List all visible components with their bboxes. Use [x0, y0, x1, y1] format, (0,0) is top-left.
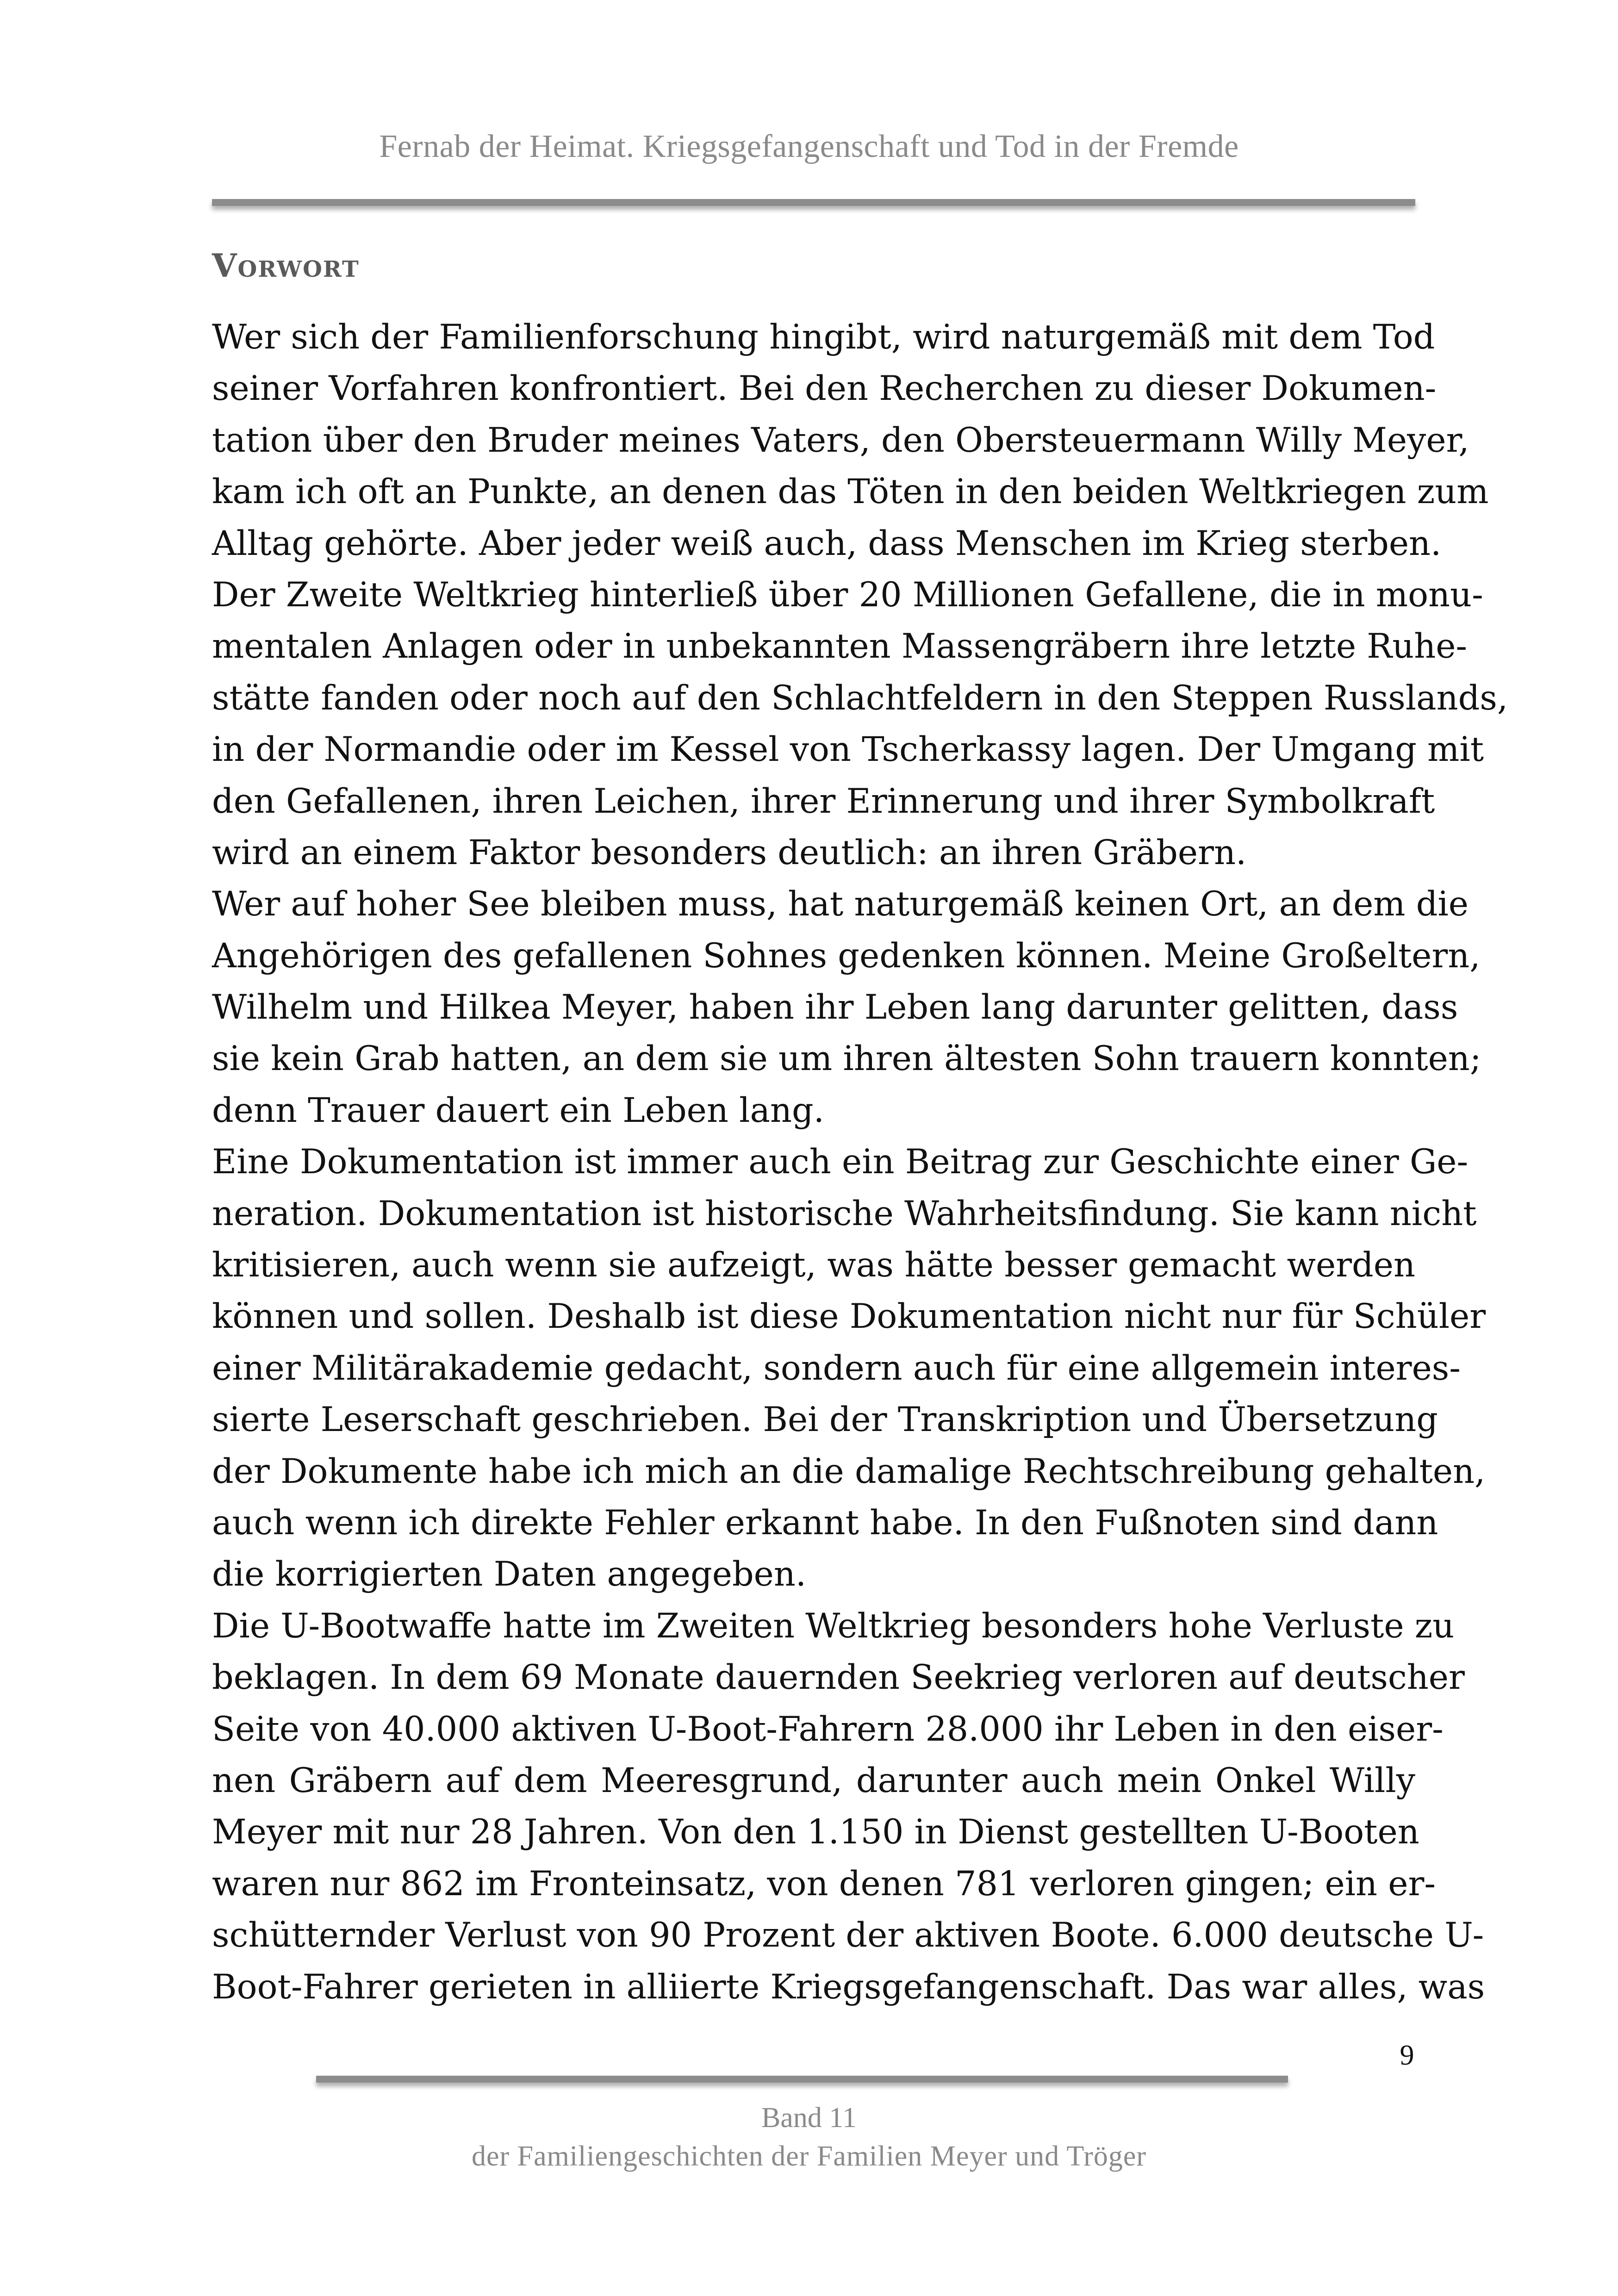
header-rule	[212, 199, 1415, 206]
body-line: Die U-Bootwaffe hatte im Zweiten Weltkrieg besonders hohe Verluste zu	[212, 1606, 1455, 1646]
running-head: Fernab der Heimat. Kriegsgefangenschaft und Tod in der Fremde	[379, 129, 1239, 164]
page-number: 9	[1400, 2040, 1414, 2071]
body-line: stätte fanden oder noch auf den Schlachtfeldern in den Steppen Russlands,	[212, 678, 1508, 718]
footer-series: der Familiengeschichten der Familien Meyer und Tröger	[471, 2140, 1147, 2172]
body-line: denn Trauer dauert ein Leben lang.	[212, 1090, 824, 1130]
body-line: Wer sich der Familienforschung hingibt, wird naturgemäß mit dem Tod	[212, 317, 1435, 357]
body-line: Wilhelm und Hilkea Meyer, haben ihr Leben lang darunter gelitten, dass	[212, 988, 1458, 1027]
section-heading: Vorwort	[212, 247, 360, 285]
body-line: Wer auf hoher See bleiben muss, hat naturgemäß keinen Ort, an dem die	[212, 884, 1469, 924]
body-line: nen Gräbern auf dem Meeresgrund, darunter auch mein Onkel Willy	[212, 1761, 1415, 1800]
body-line: kritisieren, auch wenn sie aufzeigt, was hätte besser gemacht werden	[212, 1245, 1415, 1285]
body-line: sie kein Grab hatten, an dem sie um ihren ältesten Sohn trauern konnten;	[212, 1039, 1481, 1079]
body-line: tation über den Bruder meines Vaters, den Obersteuermann Willy Meyer,	[212, 420, 1469, 460]
body-line: Boot-Fahrer gerieten in alliierte Kriegsgefangenschaft. Das war alles, was	[212, 1967, 1485, 2007]
footer-rule	[316, 2076, 1288, 2083]
body-line: einer Militärakademie gedacht, sondern auch für eine allgemein interes-	[212, 1348, 1461, 1388]
body-line: auch wenn ich direkte Fehler erkannt habe. In den Fußnoten sind dann	[212, 1503, 1438, 1543]
body-text	[212, 311, 1508, 2013]
body-line: beklagen. In dem 69 Monate dauernden Seekrieg verloren auf deutscher	[212, 1658, 1465, 1698]
body-line: mentalen Anlagen oder in unbekannten Massengräbern ihre letzte Ruhe-	[212, 627, 1468, 666]
body-line: Der Zweite Weltkrieg hinterließ über 20 Millionen Gefallene, die in monu-	[212, 575, 1483, 615]
body-line: Meyer mit nur 28 Jahren. Von den 1.150 in Dienst gestellten U-Booten	[212, 1812, 1419, 1852]
body-line: waren nur 862 im Fronteinsatz, von denen 781 verloren gingen; ein er-	[212, 1864, 1436, 1904]
body-line: Seite von 40.000 aktiven U-Boot-Fahrern 28.000 ihr Leben in den eiser-	[212, 1709, 1444, 1749]
body-line: der Dokumente habe ich mich an die damalige Rechtschreibung gehalten,	[212, 1451, 1486, 1491]
body-line: in der Normandie oder im Kessel von Tscherkassy lagen. Der Umgang mit	[212, 730, 1484, 770]
footer-volume: Band 11	[761, 2102, 857, 2134]
body-line: schütternder Verlust von 90 Prozent der aktiven Boote. 6.000 deutsche U-	[212, 1916, 1484, 1955]
body-line: können und sollen. Deshalb ist diese Dokumentation nicht nur für Schüler	[212, 1297, 1486, 1337]
body-line: Alltag gehörte. Aber jeder weiß auch, dass Menschen im Krieg sterben.	[212, 523, 1442, 563]
body-line: seiner Vorfahren konfrontiert. Bei den Recherchen zu dieser Dokumen-	[212, 369, 1437, 409]
body-line: kam ich oft an Punkte, an denen das Töten in den beiden Weltkriegen zum	[212, 472, 1489, 512]
body-line: den Gefallenen, ihren Leichen, ihrer Erinnerung und ihrer Symbolkraft	[212, 781, 1435, 821]
body-line: wird an einem Faktor besonders deutlich: an ihren Gräbern.	[212, 833, 1247, 872]
body-line: sierte Leserschaft geschrieben. Bei der Transkription und Übersetzung	[212, 1400, 1438, 1440]
body-line: die korrigierten Daten angegeben.	[212, 1555, 807, 1594]
body-line: Angehörigen des gefallenen Sohnes gedenken können. Meine Großeltern,	[212, 936, 1481, 976]
body-line: neration. Dokumentation ist historische Wahrheitsfindung. Sie kann nicht	[212, 1194, 1477, 1233]
body-line: Eine Dokumentation ist immer auch ein Beitrag zur Geschichte einer Ge-	[212, 1142, 1469, 1182]
